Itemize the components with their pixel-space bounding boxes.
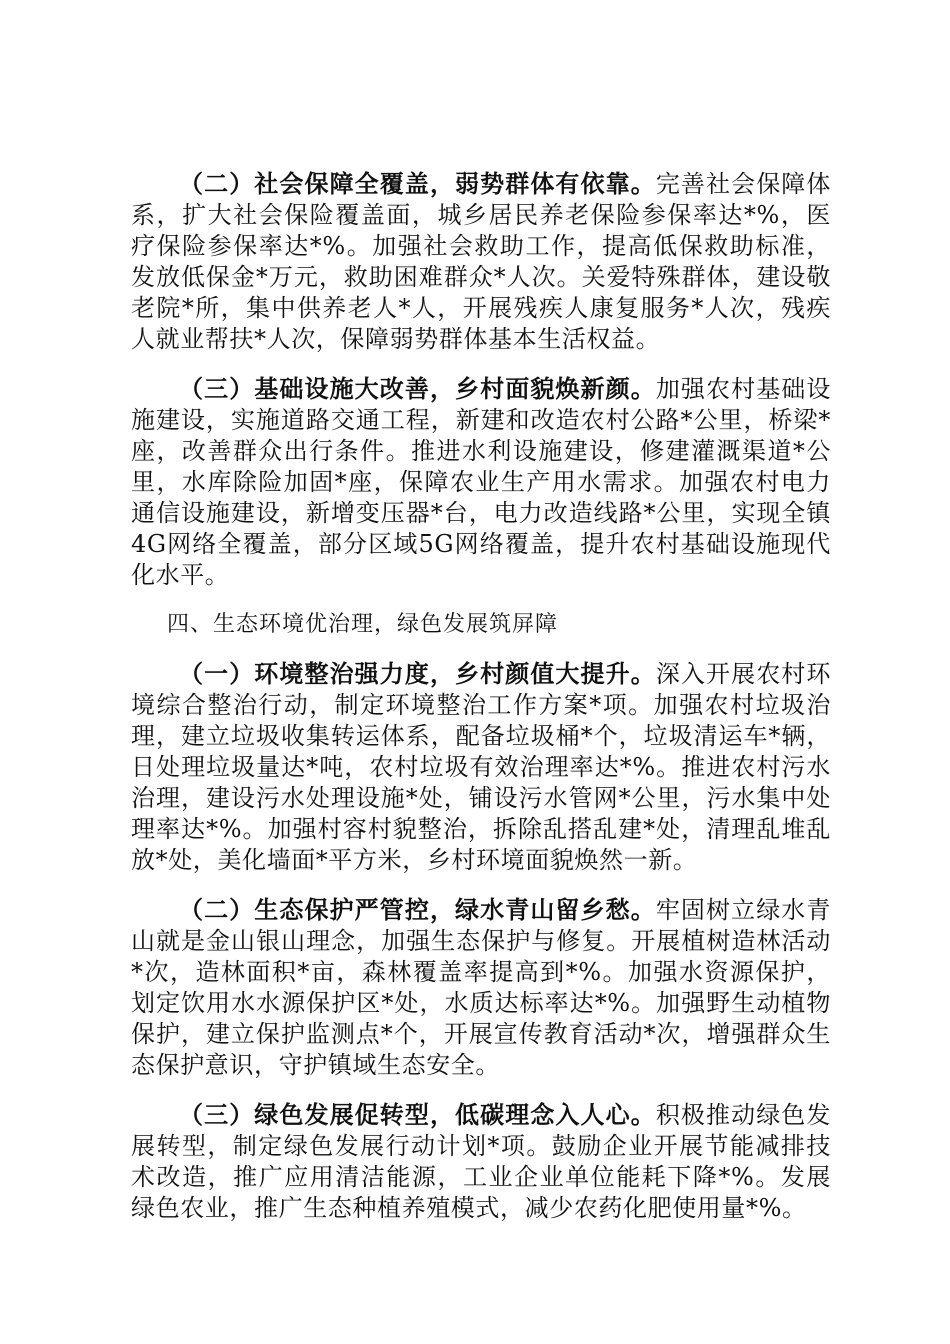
document-body (131, 168, 831, 1242)
section-heading: 四、生态环境优治理，绿色发展筑屏障 (167, 612, 559, 637)
paragraph-text: 牢固树立绿水青山就是金山银山理念，加强生态保护与修复。开展植树造林活动*次，造林面积*亩，森林覆盖率提高到*%。加强水资源保护，划定饮用水水源保护区*处，水质达标率达*%。加强野生动植物保护，建立保护监测点*个，开展宣传教育活动*次，增强群众生态保护意识，守护镇域生态安全。 (131, 896, 832, 1079)
paragraph-text: 加强农村基础设施建设，实施道路交通工程，新建和改造农村公路*公里，桥梁*座，改善群众出行条件。推进水利设施建设，修建灌溉渠道*公里，水库除险加固*座，保障农业生产用水需求。加强农村电力通信设施建设，新增变压器*台，电力改造线路*公里，实现全镇4G网络全覆盖，部分区域5G网络覆盖，提升农村基础设施现代化水平。 (131, 375, 832, 589)
paragraph-infrastructure (131, 373, 831, 591)
paragraph-social-security (131, 168, 831, 355)
paragraph-text: 积极推动绿色发展转型，制定绿色发展行动计划*项。鼓励企业开展节能减排技术改造，推广应用清洁能源，工业企业单位能耗下降*%。发展绿色农业，推广生态种植养殖模式，减少农药化肥使用量*%。 (131, 1101, 832, 1222)
paragraph-environment-rectification (131, 658, 831, 876)
paragraph-green-development (131, 1099, 831, 1224)
paragraph-lead: （三）基础设施大改善，乡村面貌焕新颜。 (179, 374, 656, 403)
paragraph-lead: （三）绿色发展促转型，低碳理念入人心。 (179, 1100, 656, 1129)
paragraph-text: 深入开展农村环境综合整治行动，制定环境整治工作方案*项。加强农村垃圾治理，建立垃圾收集转运体系，配备垃圾桶*个，垃圾清运车*辆，日处理垃圾量达*吨，农村垃圾有效治理率达*%。推进农村污水治理，建设污水处理设施*处，铺设污水管网*公里，污水集中处理率达*%。加强村容村貌整治，拆除乱搭乱建*处，清理乱堆乱放*处，美化墙面*平方米，乡村环境面貌焕然一新。 (131, 660, 832, 874)
paragraph-ecological-protection (131, 894, 831, 1081)
paragraph-text: 完善社会保障体系，扩大社会保险覆盖面，城乡居民养老保险参保率达*%，医疗保险参保率达*%。加强社会救助工作，提高低保救助标准，发放低保金*万元，救助困难群众*人次。关爱特殊群体，建设敬老院*所，集中供养老人*人，开展残疾人康复服务*人次，残疾人就业帮扶*人次，保障弱势群体基本生活权益。 (131, 170, 832, 353)
paragraph-lead: （二）生态保护严管控，绿水青山留乡愁。 (179, 895, 656, 924)
paragraph-lead: （一）环境整治强力度，乡村颜值大提升。 (179, 659, 656, 688)
paragraph-lead: （二）社会保障全覆盖，弱势群体有依靠。 (179, 169, 656, 198)
